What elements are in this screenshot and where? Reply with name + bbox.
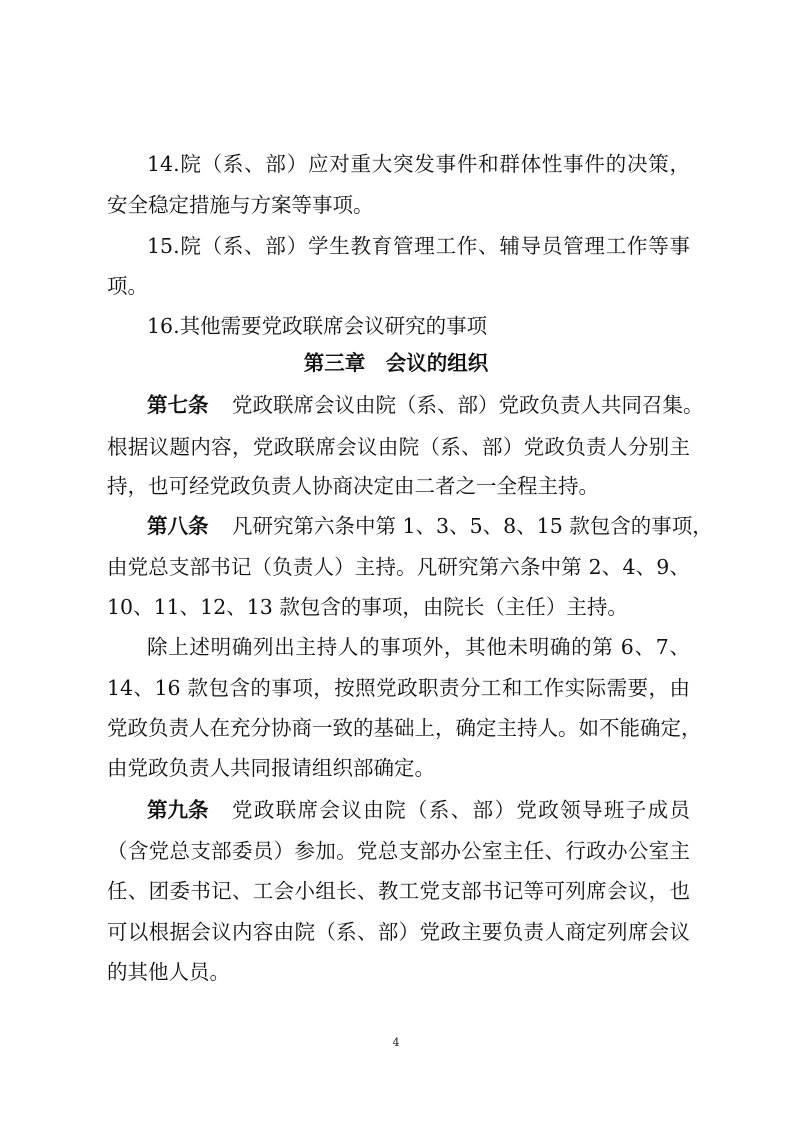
article-9-line-1: 党政联席会议由院（系、部）党政领导班子成员 xyxy=(232,798,690,822)
paragraph-line xyxy=(0,708,792,748)
paragraph-line xyxy=(0,748,792,788)
paragraph-line xyxy=(0,912,792,952)
article-8-line-5: 14、16 款包含的事项，按照党政职责分工和工作实际需要，由 xyxy=(107,676,690,700)
paragraph-line xyxy=(0,952,792,992)
paragraph-line xyxy=(0,668,792,708)
page-number: 4 xyxy=(392,1036,400,1049)
article-8-line-3: 10、11、12、13 款包含的事项，由院长（主任）主持。 xyxy=(107,595,628,619)
article-8-line-6: 党政负责人在充分协商一致的基础上，确定主持人。如不能确定， xyxy=(107,716,702,740)
item-15-line-1: 15.院（系、部）学生教育管理工作、辅导员管理工作等事 xyxy=(147,234,690,258)
paragraph-line xyxy=(0,144,792,184)
article-7-line-3: 持，也可经党政负责人协商决定由二者之一全程主持。 xyxy=(107,474,599,498)
article-8-line-1: 凡研究第六条中第 1、3、5、8、15 款包含的事项， xyxy=(232,514,713,538)
item-14-line-2: 安全稳定措施与方案等事项。 xyxy=(107,193,374,217)
paragraph-line xyxy=(0,266,792,306)
article-9-line-4: 可以根据会议内容由院（系、部）党政主要负责人商定列席会议 xyxy=(107,920,690,944)
paragraph-line xyxy=(0,547,792,587)
article-8-label: 第八条 xyxy=(147,514,209,538)
article-7-label: 第七条 xyxy=(147,393,209,417)
chapter-title xyxy=(0,343,792,383)
article-9-line-3: 任、团委书记、工会小组长、教工党支部书记等可列席会议，也 xyxy=(107,879,690,903)
paragraph-line xyxy=(0,587,792,627)
paragraph-line xyxy=(0,627,792,667)
paragraph-line xyxy=(0,427,792,467)
paragraph-line xyxy=(0,306,792,346)
paragraph-line xyxy=(0,871,792,911)
paragraph-line xyxy=(0,385,792,425)
paragraph-line xyxy=(0,185,792,225)
article-9-label: 第九条 xyxy=(147,798,209,822)
paragraph-line xyxy=(0,506,792,546)
item-16-line-1: 16.其他需要党政联席会议研究的事项 xyxy=(147,314,488,338)
article-8-line-7: 由党政负责人共同报请组织部确定。 xyxy=(107,756,435,780)
paragraph-line xyxy=(0,790,792,830)
article-7-line-1: 党政联席会议由院（系、部）党政负责人共同召集。 xyxy=(232,393,704,417)
article-8-line-4: 除上述明确列出主持人的事项外，其他未明确的第 6、7、 xyxy=(147,635,690,659)
article-9-line-2: （含党总支部委员）参加。党总支部办公室主任、行政办公室主 xyxy=(107,839,690,863)
paragraph-line xyxy=(0,831,792,871)
article-7-line-2: 根据议题内容，党政联席会议由院（系、部）党政负责人分别主 xyxy=(107,435,690,459)
paragraph-line xyxy=(0,466,792,506)
article-8-line-2: 由党总支部书记（负责人）主持。凡研究第六条中第 2、4、9、 xyxy=(107,555,690,579)
article-9-line-5: 的其他人员。 xyxy=(107,960,230,984)
item-14-line-1: 14.院（系、部）应对重大突发事件和群体性事件的决策， xyxy=(147,152,690,176)
paragraph-line xyxy=(0,226,792,266)
item-15-line-2: 项。 xyxy=(107,274,148,298)
chapter-title-text: 第三章 会议的组织 xyxy=(303,351,489,375)
